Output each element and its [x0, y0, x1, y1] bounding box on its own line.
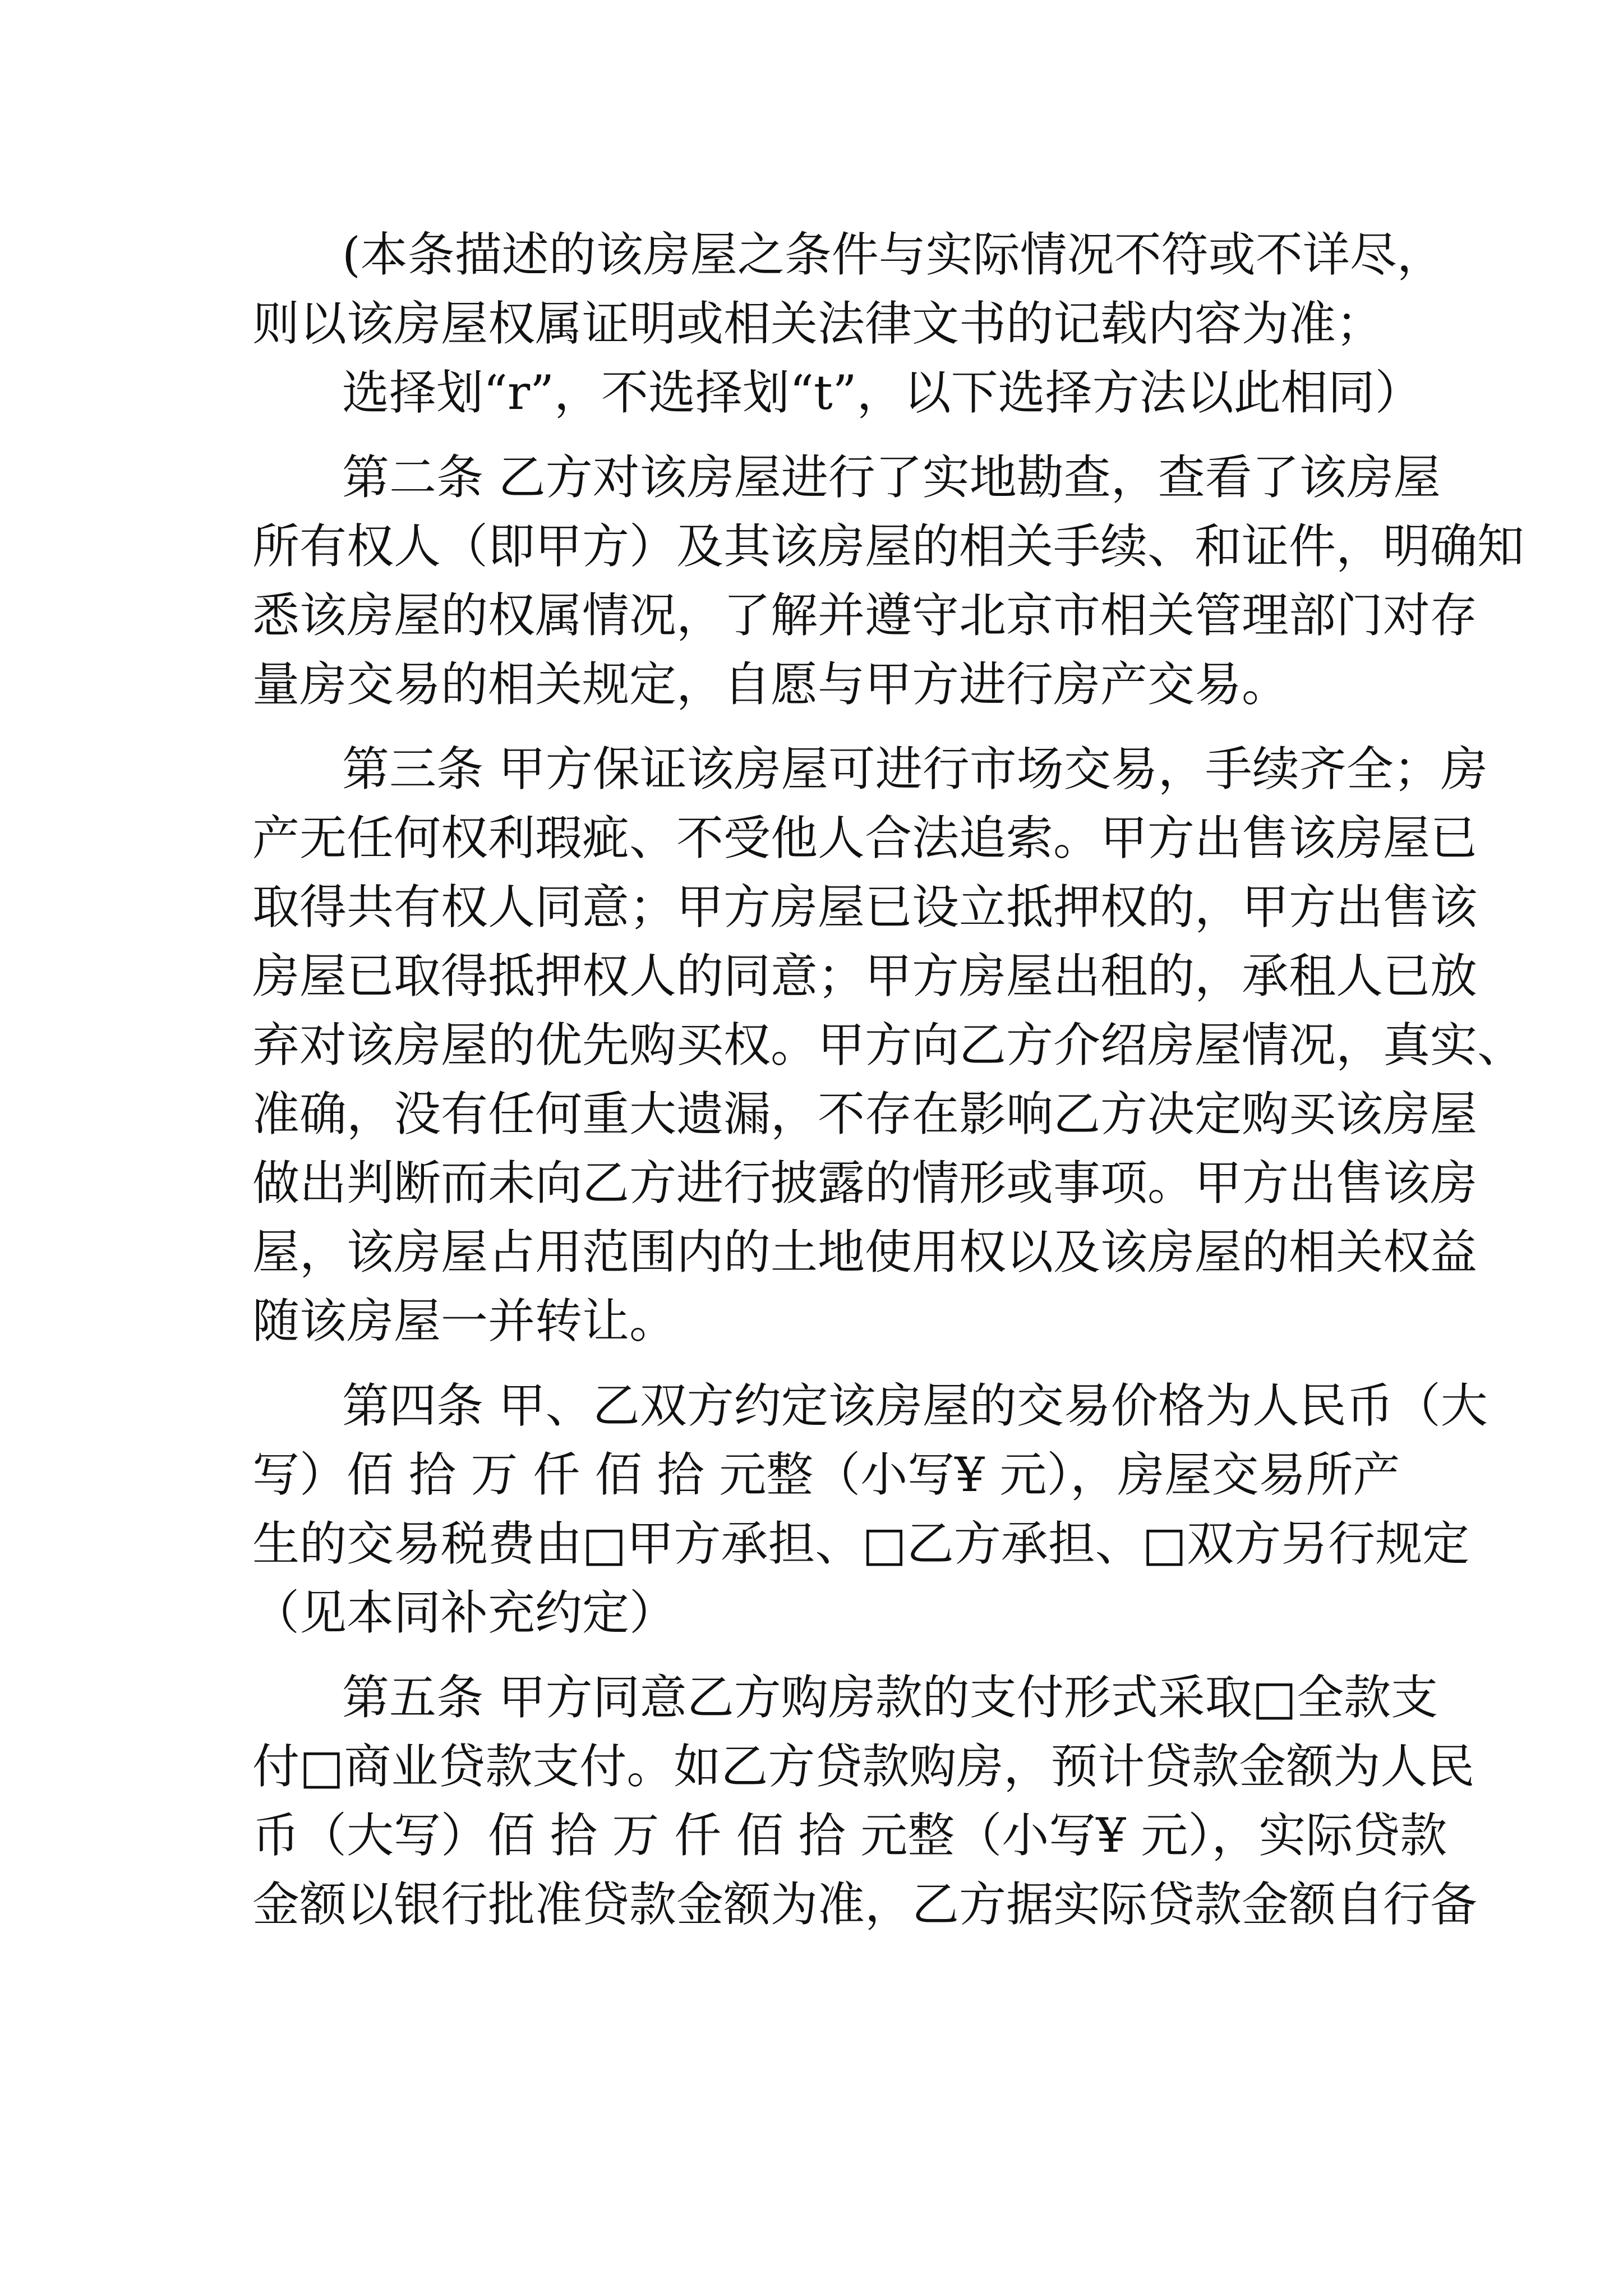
text-line: （见本同补充约定） [252, 1585, 677, 1640]
text-line: 选择划“r”，不选择划“t”，以下选择方法以此相同） [342, 365, 1422, 420]
text-line: 做出判断而未向乙方进行披露的情形或事项。甲方出售该房 [252, 1156, 1478, 1211]
text-line: 则以该房屋权属证明或相关法律文书的记载内容为准； [252, 296, 1384, 351]
text-line: (本条描述的该房屋之条件与实际情况不符或不详尽， [342, 227, 1444, 282]
text-line: 量房交易的相关规定，自愿与甲方进行房产交易。 [252, 657, 1289, 712]
text-line: 生的交易税费由□甲方承担、□乙方承担、□双方另行规定 [252, 1516, 1470, 1571]
text-line: 悉该房屋的权属情况，了解并遵守北京市相关管理部门对存 [252, 588, 1478, 643]
text-line: 随该房屋一并转让。 [252, 1294, 677, 1349]
text-line: 取得共有权人同意；甲方房屋已设立抵押权的，甲方出售该 [252, 880, 1478, 935]
text-line: 第四条 甲、乙双方约定该房屋的交易价格为人民币（大 [342, 1378, 1488, 1433]
text-line: 弃对该房屋的优先购买权。甲方向乙方介绍房屋情况，真实、 [252, 1018, 1525, 1073]
text-line: 第五条 甲方同意乙方购房款的支付形式采取□全款支 [342, 1670, 1438, 1725]
text-line: 屋，该房屋占用范围内的土地使用权以及该房屋的相关权益 [252, 1225, 1478, 1280]
text-line: 金额以银行批准贷款金额为准，乙方据实际贷款金额自行备 [252, 1877, 1478, 1932]
text-line: 币（大写）佰 拾 万 仟 佰 拾 元整（小写¥ 元），实际贷款 [252, 1808, 1447, 1863]
text-line: 所有权人（即甲方）及其该房屋的相关手续、和证件，明确知 [252, 519, 1525, 574]
text-line: 第二条 乙方对该房屋进行了实地勘查，查看了该房屋 [342, 450, 1441, 505]
text-line: 产无任何权利瑕疵、不受他人合法追索。甲方出售该房屋已 [252, 811, 1478, 866]
text-line: 第三条 甲方保证该房屋可进行市场交易，手续齐全；房 [342, 742, 1488, 797]
text-line: 房屋已取得抵押权人的同意；甲方房屋出租的，承租人已放 [252, 949, 1478, 1004]
text-line: 准确，没有任何重大遗漏，不存在影响乙方决定购买该房屋 [252, 1087, 1478, 1142]
text-line: 写）佰 拾 万 仟 佰 拾 元整（小写¥ 元），房屋交易所产 [252, 1447, 1400, 1502]
text-line: 付□商业贷款支付。如乙方贷款购房，预计贷款金额为人民 [252, 1739, 1475, 1794]
